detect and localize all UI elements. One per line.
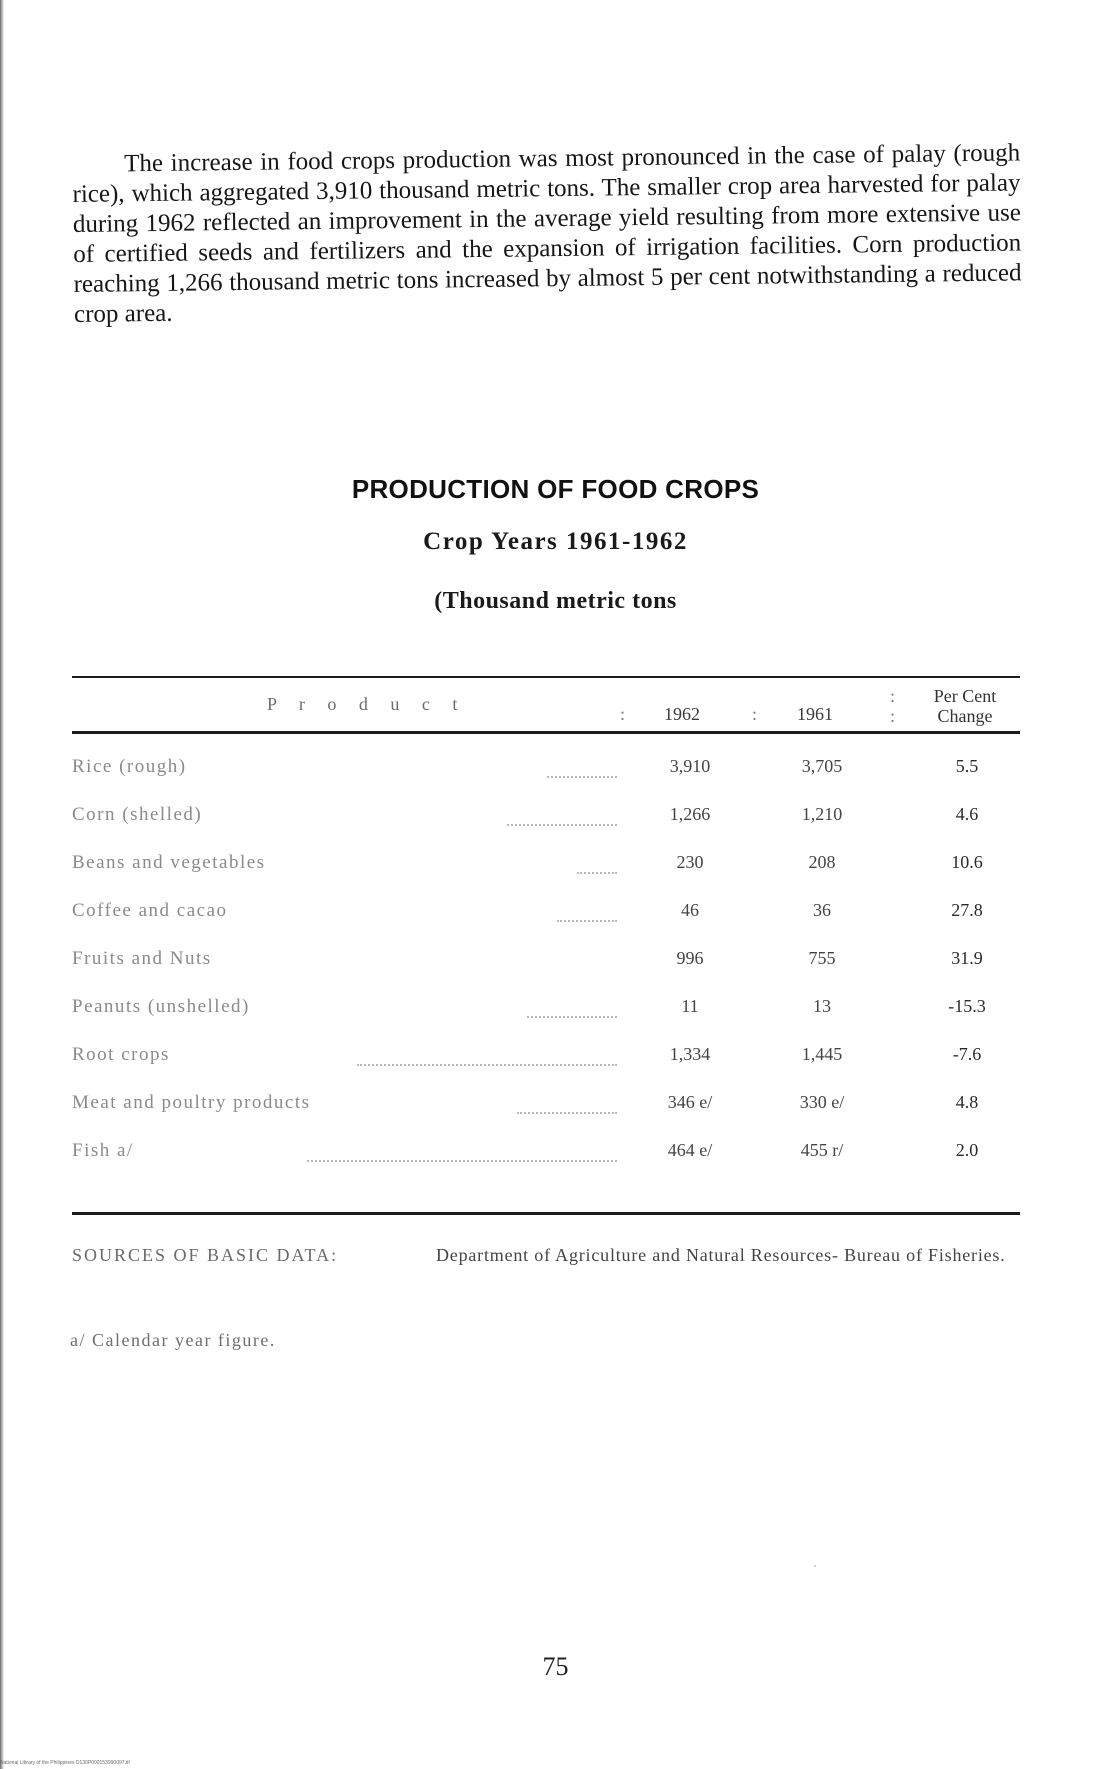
library-credit: National Library of the Philippines D130P000153990097.tif	[0, 1760, 130, 1766]
table-row	[72, 1140, 1020, 1180]
row-1962: 11	[681, 996, 699, 1016]
dot-leader	[557, 920, 617, 922]
row-1962: 1,334	[669, 1044, 711, 1064]
table-row	[72, 948, 1020, 988]
header-per-cent-change	[910, 686, 1020, 726]
row-product: Beans and vegetables	[72, 852, 266, 873]
row-1962: 464 e/	[667, 1140, 713, 1160]
dot-leader	[527, 1016, 617, 1018]
table-row	[72, 852, 1020, 892]
dot-leader	[357, 1064, 617, 1066]
header-colon: :	[752, 704, 758, 724]
sources-label: SOURCES OF BASIC DATA:	[72, 1245, 339, 1265]
header-1962: 1962	[664, 704, 700, 724]
row-product: Rice (rough)	[72, 756, 187, 777]
row-product: Peanuts (unshelled)	[72, 996, 250, 1017]
row-change: 4.6	[955, 804, 979, 824]
dot-leader	[577, 872, 617, 874]
header-change-line2: Change	[937, 706, 993, 726]
row-1962: 230	[676, 852, 704, 872]
header-product: P r o d u c t	[267, 694, 467, 714]
row-change: 31.9	[951, 948, 983, 968]
row-1961: 1,210	[801, 804, 843, 824]
dot-leader	[307, 1160, 617, 1162]
page-number: 75	[542, 1652, 569, 1681]
row-1962: 346 e/	[667, 1092, 713, 1112]
row-product: Fish a/	[72, 1140, 134, 1161]
row-change: 2.0	[955, 1140, 979, 1160]
table-header-rule	[72, 731, 1020, 734]
row-change: 4.8	[955, 1092, 979, 1112]
header-colon: :	[620, 704, 626, 724]
row-change: 10.6	[951, 852, 983, 872]
table-row	[72, 756, 1020, 796]
row-change: -15.3	[948, 996, 986, 1016]
row-1961: 755	[808, 948, 836, 968]
dot-leader	[507, 824, 617, 826]
row-1961: 36	[813, 900, 831, 920]
table-title: PRODUCTION OF FOOD CROPS	[351, 474, 760, 504]
row-change: 5.5	[955, 756, 979, 776]
row-product: Root crops	[72, 1044, 170, 1065]
sources-text: Department of Agriculture and Natural Resources- Bureau of Fisheries.	[436, 1245, 1006, 1265]
header-colon: :	[890, 706, 896, 726]
dot-leader	[517, 1112, 617, 1114]
table-row	[72, 900, 1020, 940]
dot-leader	[547, 776, 617, 778]
table-row	[72, 996, 1020, 1036]
row-product: Corn (shelled)	[72, 804, 203, 825]
row-product: Meat and poultry products	[72, 1092, 311, 1113]
row-1961: 1,445	[801, 1044, 843, 1064]
table-subtitle: Crop Years 1961-1962	[423, 528, 688, 555]
table-row	[72, 1044, 1020, 1084]
row-1962: 46	[681, 900, 699, 920]
row-1962: 996	[676, 948, 704, 968]
footnote: a/ Calendar year figure.	[70, 1330, 276, 1350]
row-1961: 330 e/	[799, 1092, 845, 1112]
row-product: Coffee and cacao	[72, 900, 228, 921]
scan-speck	[814, 1565, 816, 1567]
table-unit: (Thousand metric tons	[434, 588, 677, 614]
table-row	[72, 804, 1020, 844]
row-1962: 3,910	[669, 756, 711, 776]
table-row	[72, 1092, 1020, 1132]
scan-edge-shadow	[0, 0, 4, 1769]
header-1961: 1961	[797, 704, 833, 724]
table-top-rule	[72, 676, 1020, 678]
row-1961: 3,705	[801, 756, 843, 776]
row-1961: 208	[808, 852, 836, 872]
row-change: -7.6	[952, 1044, 982, 1064]
row-product: Fruits and Nuts	[72, 948, 212, 969]
row-change: 27.8	[951, 900, 983, 920]
header-change-line1: Per Cent	[933, 686, 997, 706]
header-colon: :	[890, 686, 896, 706]
body-paragraph: The increase in food crops production was most pronounced in the case of palay (rough rice), which aggregated 3,910 thousand metric tons. The smaller crop area harvested for palay during 1962 reflected an improvement in the average yield resulting from more extensive use of certified seeds and fertilizers and the expansion of irrigation facilities. Corn production reaching 1,266 thousand metric tons increased by almost 5 per cent notwithstanding a reduced crop area.	[72, 139, 1022, 328]
row-1962: 1,266	[669, 804, 711, 824]
food-crops-table	[72, 676, 1020, 1218]
row-1961: 455 r/	[800, 1140, 844, 1160]
row-1961: 13	[813, 996, 831, 1016]
table-bottom-rule	[72, 1212, 1020, 1215]
